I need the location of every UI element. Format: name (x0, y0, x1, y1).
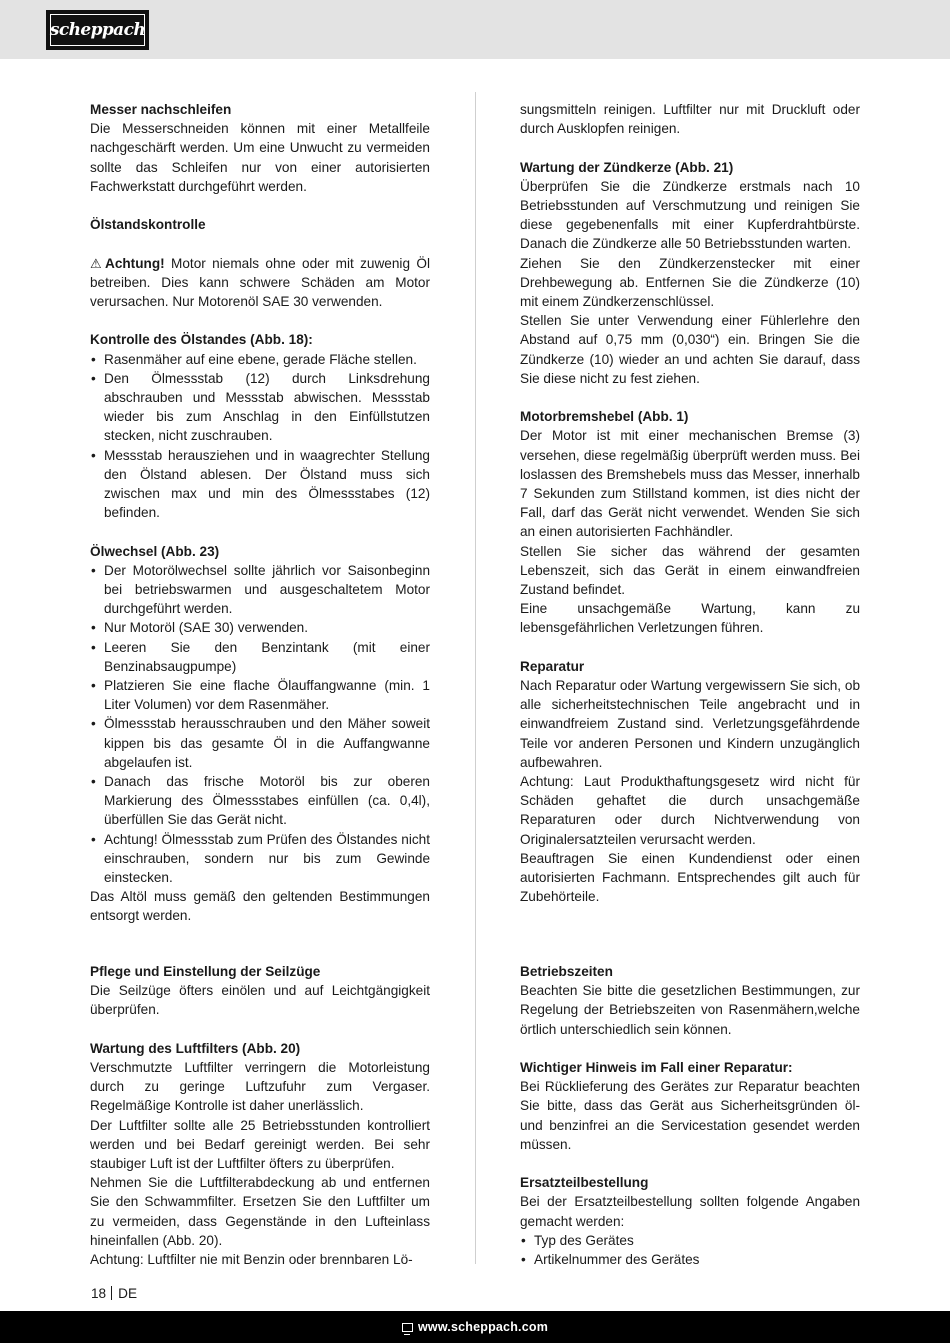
heading-oelstand: Ölstandskontrolle (90, 217, 206, 233)
text-altoel: Das Altöl muss gemäß den geltenden Bestimmungen entsorgt werden. (90, 889, 430, 924)
list-oelwechsel (90, 561, 430, 887)
list-item: • Platzieren Sie eine flache Ölauffangwanne (min. 1 Liter Volumen) vor dem Rasenmäher. (90, 676, 430, 714)
list-item: • Messstab herausziehen und in waagrechter Stellung den Ölstand ablesen. Der Ölstand muss sich zwischen max und min des Ölmessstabes (12) befinden. (90, 446, 430, 523)
right-column-upper (520, 100, 860, 906)
heading-luftfilter: Wartung des Luftfilters (Abb. 20) (90, 1040, 301, 1056)
text-hinweis: Bei Rücklieferung des Gerätes zur Reparatur beachten Sie bitte, dass das Gerät aus Sicherheitsgründen öl- und benzinfrei an die Servicestation gesendet werden müssen. (520, 1079, 860, 1152)
list-item: • Artikelnummer des Gerätes (520, 1250, 860, 1269)
heading-reparatur: Reparatur (520, 658, 585, 674)
right-column-lower (520, 962, 860, 1269)
page-language: DE (118, 1286, 138, 1301)
left-column-upper (90, 100, 430, 926)
heading-seilzuege: Pflege und Einstellung der Seilzüge (90, 964, 321, 979)
footer-url-text: www.scheppach.com (417, 1320, 549, 1334)
text-luftfilter-4: Achtung: Luftfilter nie mit Benzin oder brennbaren Lö- (90, 1252, 413, 1268)
warning-label: Achtung! (105, 255, 165, 271)
list-item: • Nur Motoröl (SAE 30) verwenden. (90, 618, 430, 637)
warning-text: Motor niemals ohne oder mit zuwenig Öl betreiben. Dies kann schwere Schäden am Motor verursachen. Nur Motorenöl SAE 30 verwenden. (90, 255, 430, 309)
heading-ersatzteil: Ersatzteilbestellung (520, 1175, 649, 1191)
text-motorbremse-3: Eine unsachgemäße Wartung, kann zu lebensgefährlichen Verletzungen führen. (520, 601, 860, 636)
monitor-icon (402, 1323, 413, 1332)
list-item: • Achtung! Ölmessstab zum Prüfen des Ölstandes nicht einschrauben, sondern nur bis zum Gewinde einstecken. (90, 830, 430, 888)
text-motorbremse-1: Der Motor ist mit einer mechanischen Bremse (3) versehen, diese regelmäßig überprüft werden muss. Bei loslassen des Bremshebels muss das Messer, innerhalb 7 Sekunden zum Stillstand kommen, ist dies nicht der Fall, darf das Gerät nicht verwendet. Wenden Sie sich an einen autorisierten Fachhändler. (520, 428, 860, 540)
text-zuendkerze-3: Stellen Sie unter Verwendung einer Fühlerlehre den Abstand auf 0,75 mm (0,030“) ein. Bringen Sie die Zündkerze (10) wieder an und achten Sie darauf, dass Sie diese nicht zu fest ziehen. (520, 313, 860, 386)
warning-oelstand (90, 254, 430, 312)
column-divider (475, 92, 476, 1264)
list-item: • Leeren Sie den Benzintank (mit einer Benzinabsaugpumpe) (90, 638, 430, 676)
heading-zuendkerze: Wartung der Zündkerze (Abb. 21) (520, 159, 734, 175)
list-item: • Ölmessstab herausschrauben und den Mäher soweit kippen bis das gesamte Öl in die Auffangwanne abgelaufen ist. (90, 714, 430, 772)
heading-betriebszeiten: Betriebszeiten (520, 964, 613, 979)
text-seilzuege: Die Seilzüge öfters einölen und auf Leichtgängigkeit überprüfen. (90, 983, 430, 1018)
list-item: • Der Motorölwechsel sollte jährlich vor Saisonbeginn bei betriebswarmen und ausgeschaltetem Motor durchgeführt werden. (90, 561, 430, 619)
text-continuation: sungsmitteln reinigen. Luftfilter nur mit Druckluft oder durch Ausklopfen reinigen. (520, 102, 860, 137)
text-reparatur-1: Nach Reparatur oder Wartung vergewissern Sie sich, ob alle sicherheitstechnischen Teile angebracht und in einwandfreiem Zustand sind. Verletzungsgefährdende Teile vor anderen Personen und Kindern unzugänglich aufbewahren. (520, 678, 860, 770)
text-zuendkerze-2: Ziehen Sie den Zündkerzenstecker mit einer Drehbewegung ab. Entfernen Sie die Zündkerze (10) mit einem Zündkerzenschlüssel. (520, 255, 860, 310)
text-motorbremse-2: Stellen Sie sicher das während der gesamten Lebenszeit, sich das Gerät in einem einwandfreien Zustand befindet. (520, 543, 860, 598)
text-zuendkerze-1: Überprüfen Sie die Zündkerze erstmals nach 10 Betriebsstunden auf Verschmutzung und reinigen Sie diese gegebenenfalls mit einer Kupferdrahtbürste. Danach die Zündkerze alle 50 Betriebsstunden warten. (520, 178, 860, 252)
text-ersatzteil: Bei der Ersatzteilbestellung sollten folgende Angaben gemacht werden: (520, 1194, 860, 1229)
logo-text: scheppach (49, 20, 146, 40)
heading-kontrolle: Kontrolle des Ölstandes (Abb. 18): (90, 332, 313, 348)
heading-messer: Messer nachschleifen (90, 102, 232, 117)
text-reparatur-3: Beauftragen Sie einen Kundendienst oder einen autorisierten Fachmann. Entsprechendes gilt auch für Zubehörteile. (520, 850, 860, 905)
list-item: • Typ des Gerätes (520, 1231, 860, 1250)
list-item: • Danach das frische Motoröl bis zur oberen Markierung des Ölmessstabes einfüllen (ca. 0,4l), überfüllen Sie das Gerät nicht. (90, 772, 430, 830)
list-item: • Den Ölmessstab (12) durch Linksdrehung abschrauben und Messstab abwischen. Messstab wieder bis zum Anschlag in den Einfüllstutzen stecken, nicht zuschrauben. (90, 369, 430, 446)
text-messer: Die Messerschneiden können mit einer Metallfeile nachgeschärft werden. Um eine Unwucht zu vermeiden sollte das Schleifen nur von einer autorisierten Fachwerkstatt durchgeführt werden. (90, 121, 430, 194)
heading-hinweis: Wichtiger Hinweis im Fall einer Reparatur: (520, 1060, 793, 1075)
text-luftfilter-3: Nehmen Sie die Luftfilterabdeckung ab und entfernen Sie den Schwammfilter. Ersetzen Sie den Luftfilter um zu vermeiden, dass Gegenstände in den Lufteinlass hineinfallen (Abb. 20). (90, 1175, 430, 1248)
text-reparatur-2: Achtung: Laut Produkthaftungsgesetz wird nicht für Schäden gehaftet die durch unsachgemäße Reparaturen oder durch Nichtverwendung von Originalersatzteilen verursacht werden. (520, 774, 860, 847)
list-kontrolle (90, 350, 430, 523)
heading-oelwechsel: Ölwechsel (Abb. 23) (90, 543, 220, 559)
text-luftfilter-2: Der Luftfilter sollte alle 25 Betriebsstunden kontrolliert werden und bei Bedarf gereinigt werden. Bei sehr staubiger Luft ist der Luftfilter öfters zu überprüfen. (90, 1117, 430, 1172)
left-column-lower (90, 962, 430, 1269)
text-luftfilter-1: Verschmutzte Luftfilter verringern die Motorleistung durch zu geringe Luftzufuhr zum Vergaser. Regelmäßige Kontrolle ist daher unerlässlich. (90, 1060, 430, 1114)
list-item: • Rasenmäher auf eine ebene, gerade Fläche stellen. (90, 350, 430, 369)
heading-motorbremse: Motorbremshebel (Abb. 1) (520, 409, 689, 425)
page-number-value: 18 (91, 1286, 107, 1301)
page-number (91, 1286, 137, 1301)
list-ersatzteil (520, 1231, 860, 1269)
warning-triangle-icon: ⚠ (90, 255, 102, 271)
footer-url[interactable] (402, 1320, 548, 1334)
scheppach-logo (46, 10, 149, 50)
text-betriebszeiten: Beachten Sie bitte die gesetzlichen Bestimmungen, zur Regelung der Betriebszeiten von Rasenmähern,welche örtlich unterschiedlich sein können. (520, 983, 860, 1037)
footer-band (0, 1311, 950, 1343)
